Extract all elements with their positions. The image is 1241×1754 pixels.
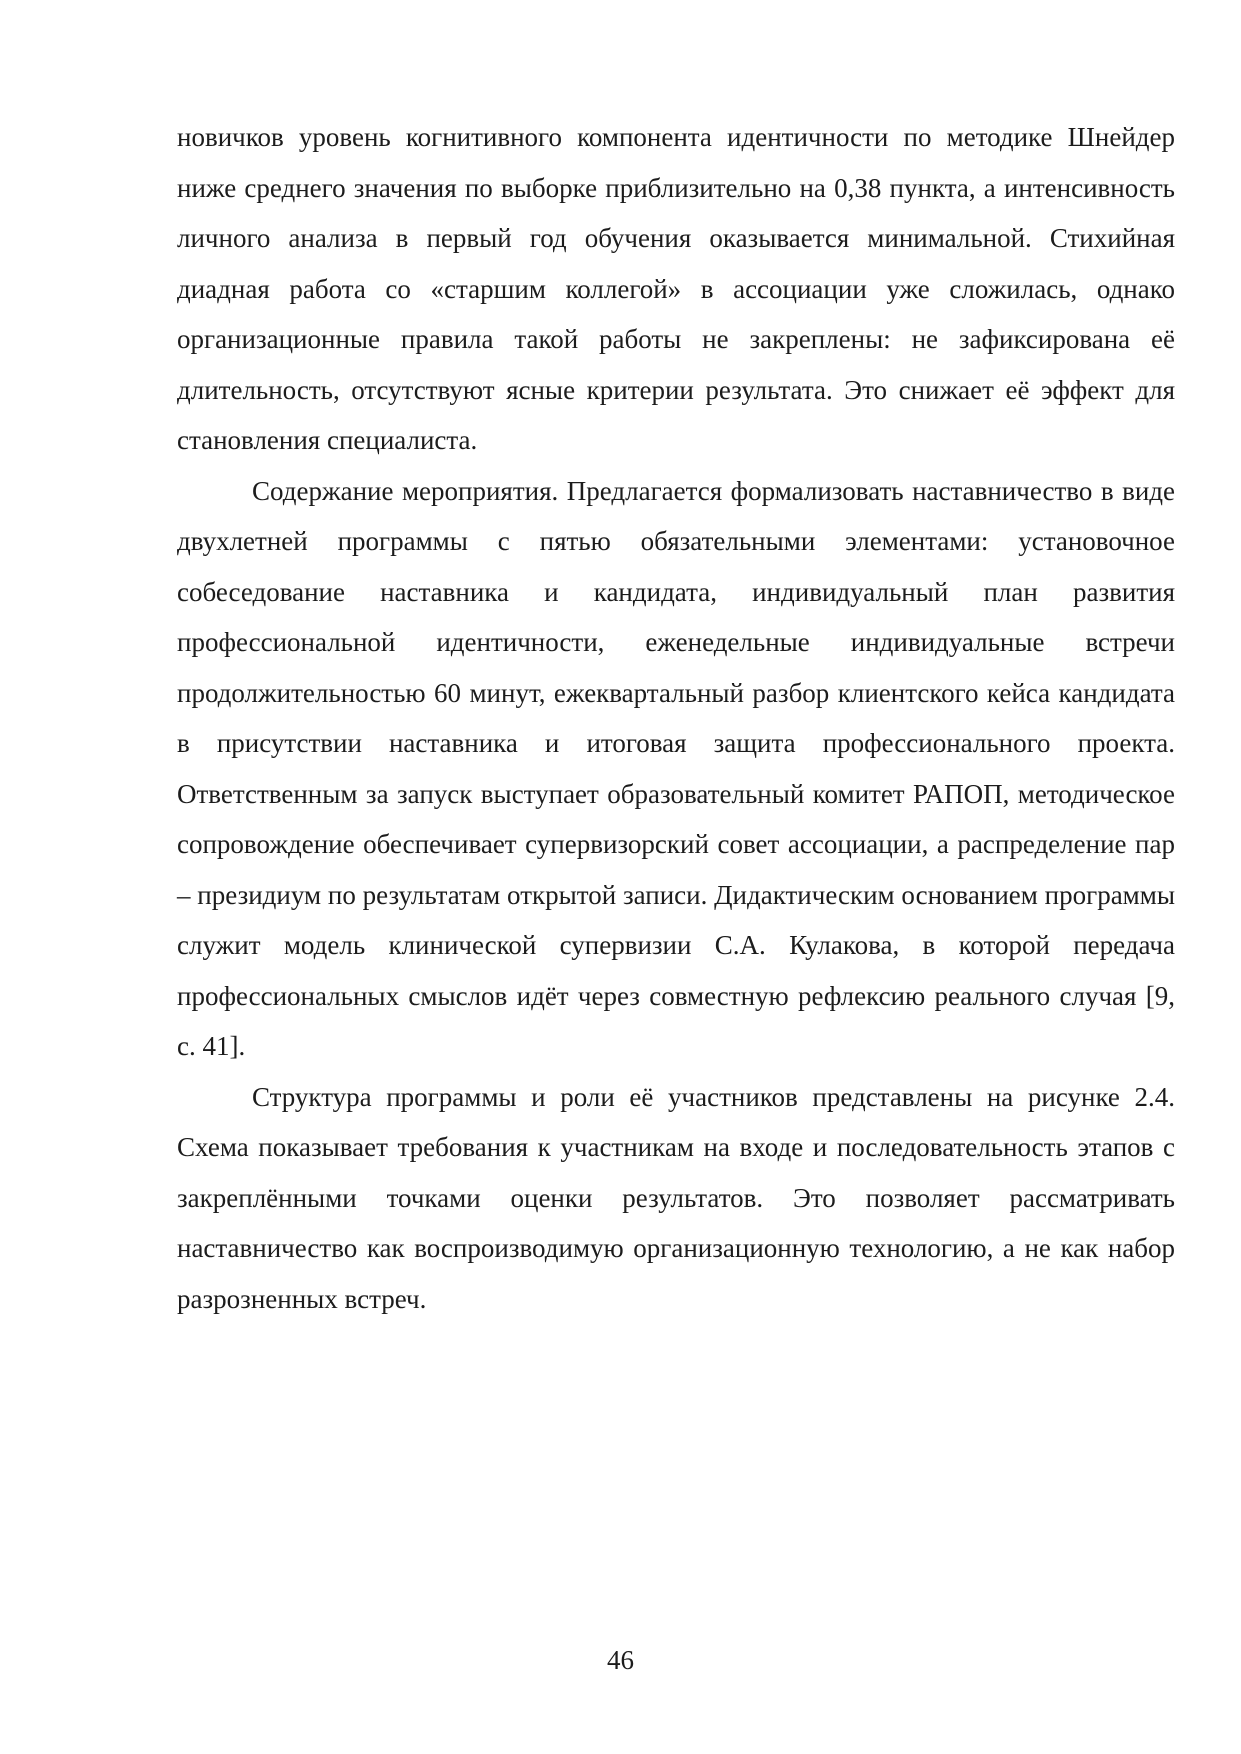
paragraph-continuation: новичков уровень когнитивного компонента идентичности по методике Шнейдер ниже среднего значения по выборке приблизительно на 0,38 пункта, а интенсивность личного анализа в первый год обучения оказывается минимальной. Стихийная диадная работа со «старшим коллегой» в ассоциации уже сложилась, однако организационные правила такой работы не закреплены: не зафиксирована её длительность, отсутствуют ясные критерии результата. Это снижает её эффект для становления специалиста. [177,122,1175,455]
paragraph-event-content: Содержание мероприятия. Предлагается формализовать наставничество в виде двухлетней программы с пятью обязательными элементами: установочное собеседование наставника и кандидата, индивидуальный план развития профессиональной идентичности, еженедельные индивидуальные встречи продолжительностью 60 минут, ежеквартальный разбор клиентского кейса кандидата в присутствии наставника и итоговая защита профессионального проекта. Ответственным за запуск выступает образовательный комитет РАПОП, методическое сопровождение обеспечивает супервизорский совет ассоциации, а распределение пар – президиум по результатам открытой записи. Дидактическим основанием программы служит модель клинической супервизии С.А. Кулакова, в которой передача профессиональных смыслов идёт через совместную рефлексию реального случая [9, с. 41]. [177,475,1175,1061]
page-number: 46 [607,1645,634,1675]
paragraph-program-structure: Структура программы и роли её участников представлены на рисунке 2.4. Схема показывает требования к участникам на входе и последовательность этапов с закреплёнными точками оценки результатов. Это позволяет рассматривать наставничество как воспроизводимую организационную технологию, а не как набор разрозненных встреч. [177,1081,1175,1314]
body-text [177,112,1175,1324]
